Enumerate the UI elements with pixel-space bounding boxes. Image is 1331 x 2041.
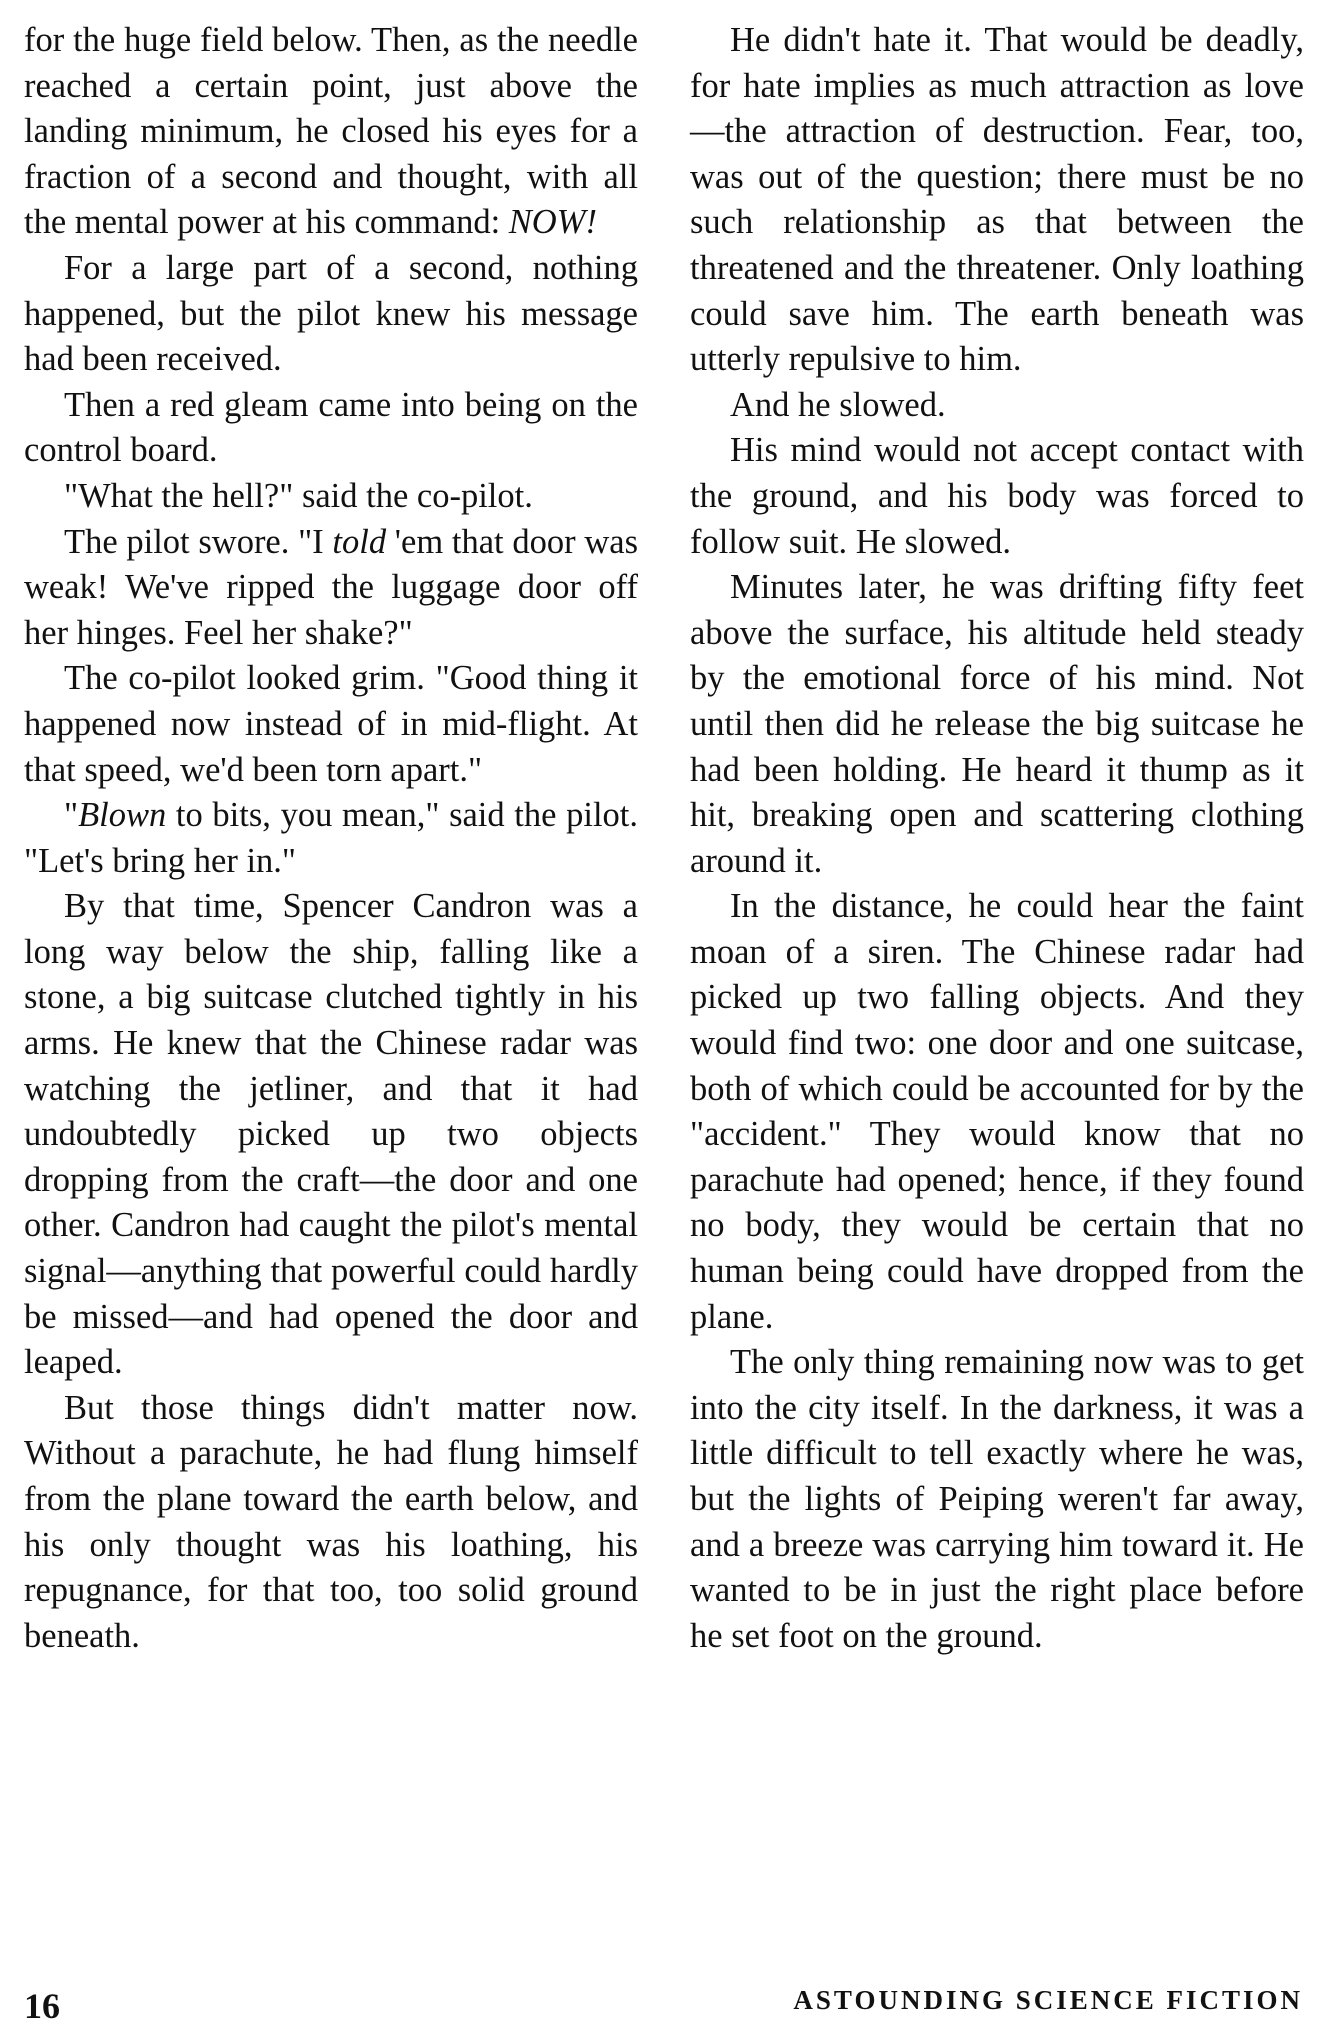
text-column-right bbox=[690, 18, 1304, 1659]
paragraph: "Blown to bits, you mean," said the pilot. "Let's bring her in." bbox=[24, 796, 638, 880]
paragraph: And he slowed. bbox=[730, 385, 946, 424]
paragraph: "What the hell?" said the co-pilot. bbox=[64, 476, 533, 515]
paragraph: for the huge field below. Then, as the needle reached a certain point, just above the landing minimum, he closed his eyes for a fraction of a second and thought, with all the mental power at his command: NOW! bbox=[24, 21, 638, 242]
paragraph: The co-pilot looked grim. "Good thing it happened now instead of in mid-flight. At that speed, we'd been torn apart." bbox=[24, 659, 638, 789]
emphasis: told bbox=[332, 522, 387, 561]
paragraph: The pilot swore. "I told 'em that door was weak! We've ripped the luggage door off her hinges. Feel her shake?" bbox=[24, 522, 638, 652]
paragraph: Minutes later, he was drifting fifty feet above the surface, his altitude held steady by the emotional force of his mind. Not until then did he release the big suitcase he had been holding. He heard it thump as it hit, breaking open and scattering clothing around it. bbox=[690, 568, 1304, 880]
paragraph: In the distance, he could hear the faint moan of a siren. The Chinese radar had picked up two falling objects. And they would find two: one door and one suitcase, both of which could be accounted for by the "accident." They would know that no parachute had opened; hence, if they found no body, they would be certain that no human being could have dropped from the plane. bbox=[690, 887, 1304, 1336]
paragraph: For a large part of a second, nothing happened, but the pilot knew his message had been received. bbox=[24, 248, 638, 379]
paragraph: He didn't hate it. That would be deadly, for hate implies as much attraction as love—the attraction of destruction. Fear, too, was out of the question; there must be no such relationship as that between the threatened and the threatener. Only loathing could save him. The earth beneath was utterly repulsive to him. bbox=[690, 21, 1304, 379]
paragraph: His mind would not accept contact with the ground, and his body was forced to follow suit. He slowed. bbox=[690, 431, 1304, 561]
emphasis: Blown bbox=[78, 796, 167, 835]
paragraph: The only thing remaining now was to get into the city itself. In the darkness, it was a little difficult to tell exactly where he was, but the lights of Peiping weren't far away, and a breeze was carrying him toward it. He wanted to be in just the right place before he set foot on the ground. bbox=[690, 1343, 1304, 1655]
paragraph: But those things didn't matter now. Without a parachute, he had flung himself from the plane toward the earth below, and his only thought was his loathing, his repugnance, for that too, too solid ground beneath. bbox=[24, 1388, 638, 1655]
paragraph: By that time, Spencer Candron was a long way below the ship, falling like a stone, a big suitcase clutched tightly in his arms. He knew that the Chinese radar was watching the jetliner, and that it had undoubtedly picked up two objects dropping from the craft—the door and one other. Candron had caught the pilot's mental signal—anything that powerful could hardly be missed—and had opened the door and leaped. bbox=[24, 887, 638, 1382]
paragraph: Then a red gleam came into being on the control board. bbox=[24, 385, 638, 470]
emphasis: NOW! bbox=[508, 203, 597, 242]
text-column-left bbox=[24, 18, 638, 1659]
page-number: 16 bbox=[24, 1986, 60, 2026]
running-footer-title: ASTOUNDING SCIENCE FICTION bbox=[793, 1985, 1303, 2015]
